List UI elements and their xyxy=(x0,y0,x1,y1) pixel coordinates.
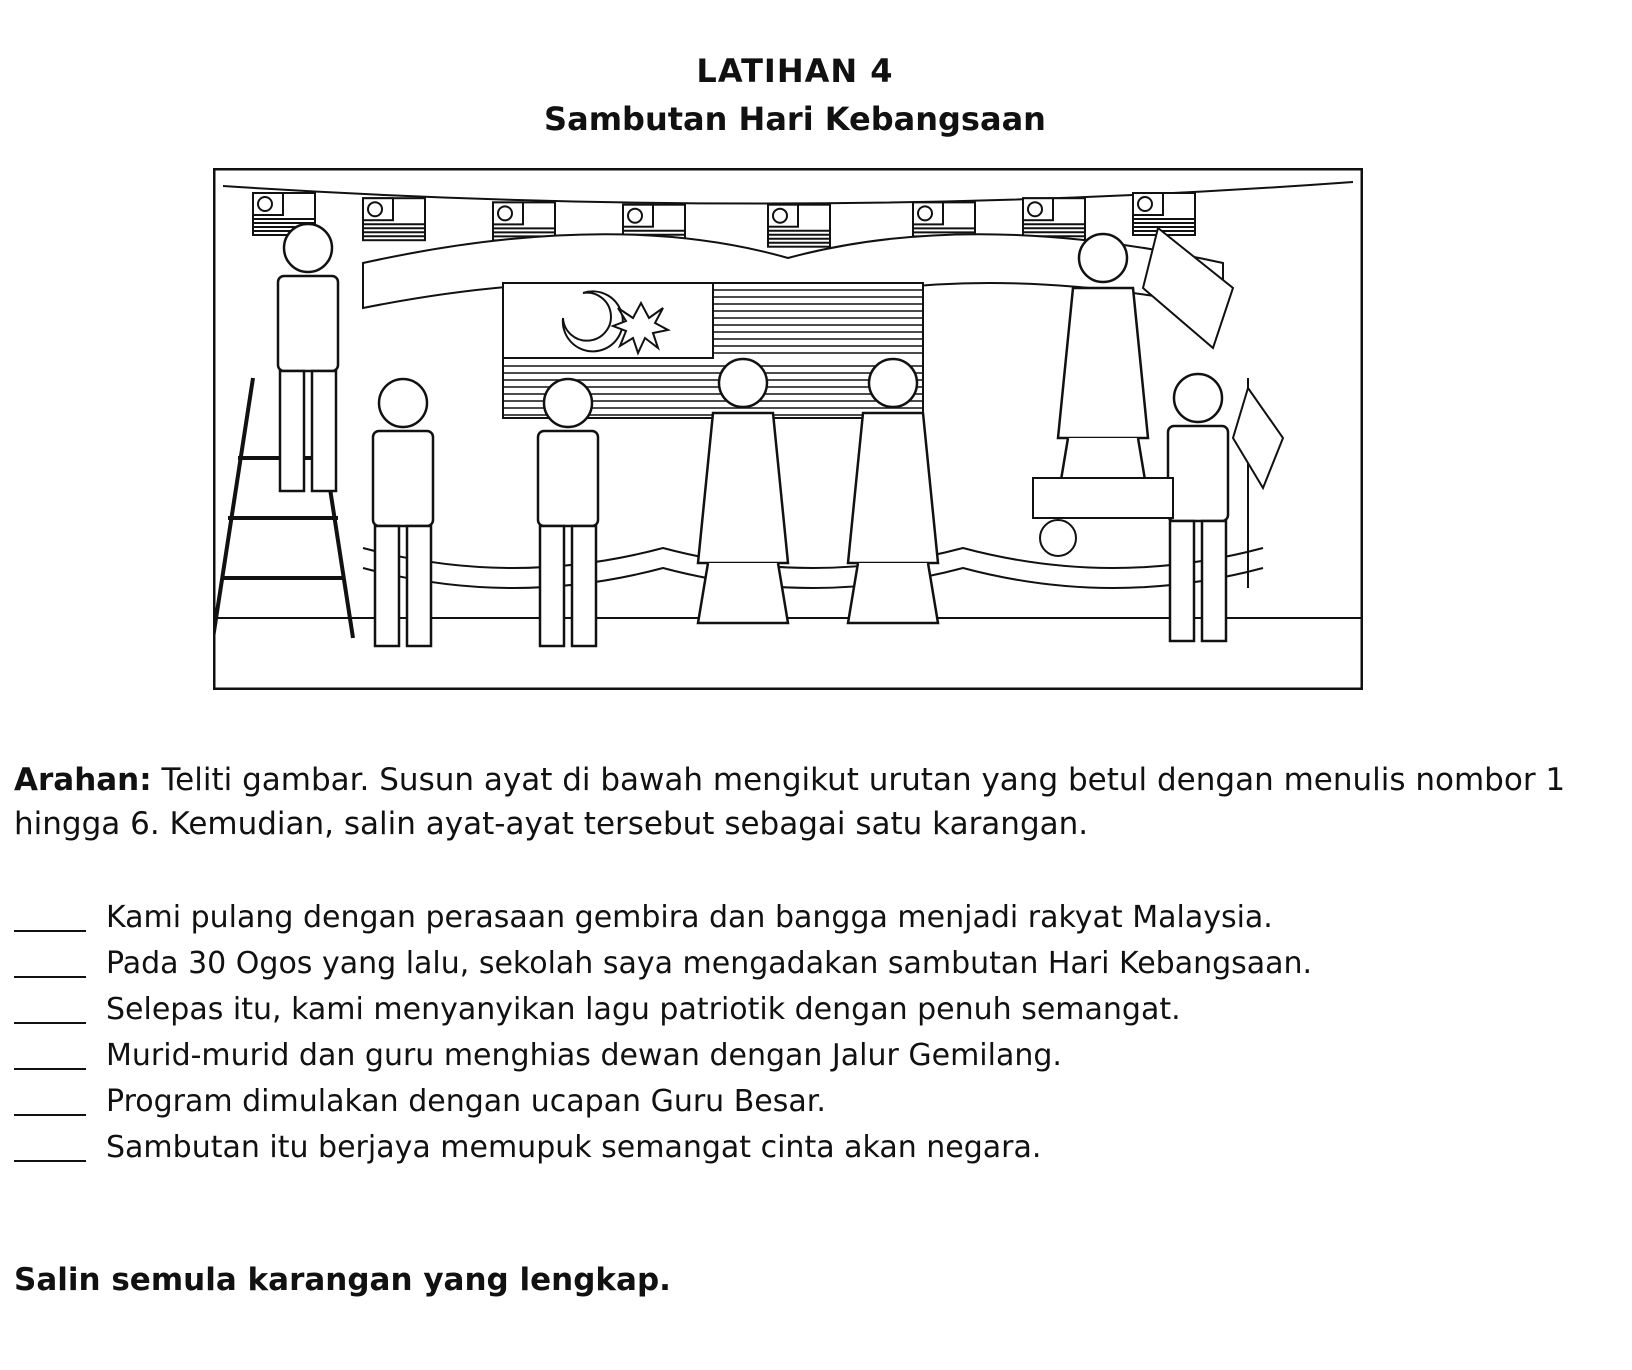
sentence-text: Murid-murid dan guru menghias dewan dengan Jalur Gemilang. xyxy=(106,1038,1062,1073)
sentence-text: Selepas itu, kami menyanyikan lagu patriotik dengan penuh semangat. xyxy=(106,992,1181,1027)
sentence-list xyxy=(14,900,1312,1176)
bunting-flag-icon xyxy=(768,205,830,247)
instruction-label: Arahan: xyxy=(14,762,152,798)
order-blank[interactable] xyxy=(14,1130,86,1162)
sentence-row xyxy=(14,1130,1312,1176)
sentence-text: Sambutan itu berjaya memupuk semangat cinta akan negara. xyxy=(106,1130,1042,1165)
order-blank[interactable] xyxy=(14,1084,86,1116)
sentence-text: Pada 30 Ogos yang lalu, sekolah saya mengadakan sambutan Hari Kebangsaan. xyxy=(106,946,1313,981)
celebration-illustration xyxy=(213,168,1363,690)
exercise-topic: Sambutan Hari Kebangsaan xyxy=(544,100,1046,138)
order-blank[interactable] xyxy=(14,900,86,932)
sentence-row xyxy=(14,1038,1312,1084)
order-blank[interactable] xyxy=(14,946,86,978)
instruction-text: Teliti gambar. Susun ayat di bawah mengikut urutan yang betul dengan menulis nombor 1 hingga 6. Kemudian, salin ayat-ayat tersebut sebagai satu karangan. xyxy=(14,762,1566,842)
sentence-text: Program dimulakan dengan ucapan Guru Besar. xyxy=(106,1084,826,1119)
sentence-row xyxy=(14,946,1312,992)
sentence-text: Kami pulang dengan perasaan gembira dan bangga menjadi rakyat Malaysia. xyxy=(106,900,1273,935)
final-instruction: Salin semula karangan yang lengkap. xyxy=(14,1262,671,1298)
order-blank[interactable] xyxy=(14,992,86,1024)
instruction xyxy=(14,758,1574,846)
sentence-row xyxy=(14,992,1312,1038)
order-blank[interactable] xyxy=(14,1038,86,1070)
bunting-flag-icon xyxy=(363,198,425,240)
exercise-title: LATIHAN 4 xyxy=(696,52,894,90)
bunting-flag-icon xyxy=(1023,198,1085,240)
sentence-row xyxy=(14,1084,1312,1130)
bunting-flag-icon xyxy=(1133,193,1195,235)
sentence-row xyxy=(14,900,1312,946)
